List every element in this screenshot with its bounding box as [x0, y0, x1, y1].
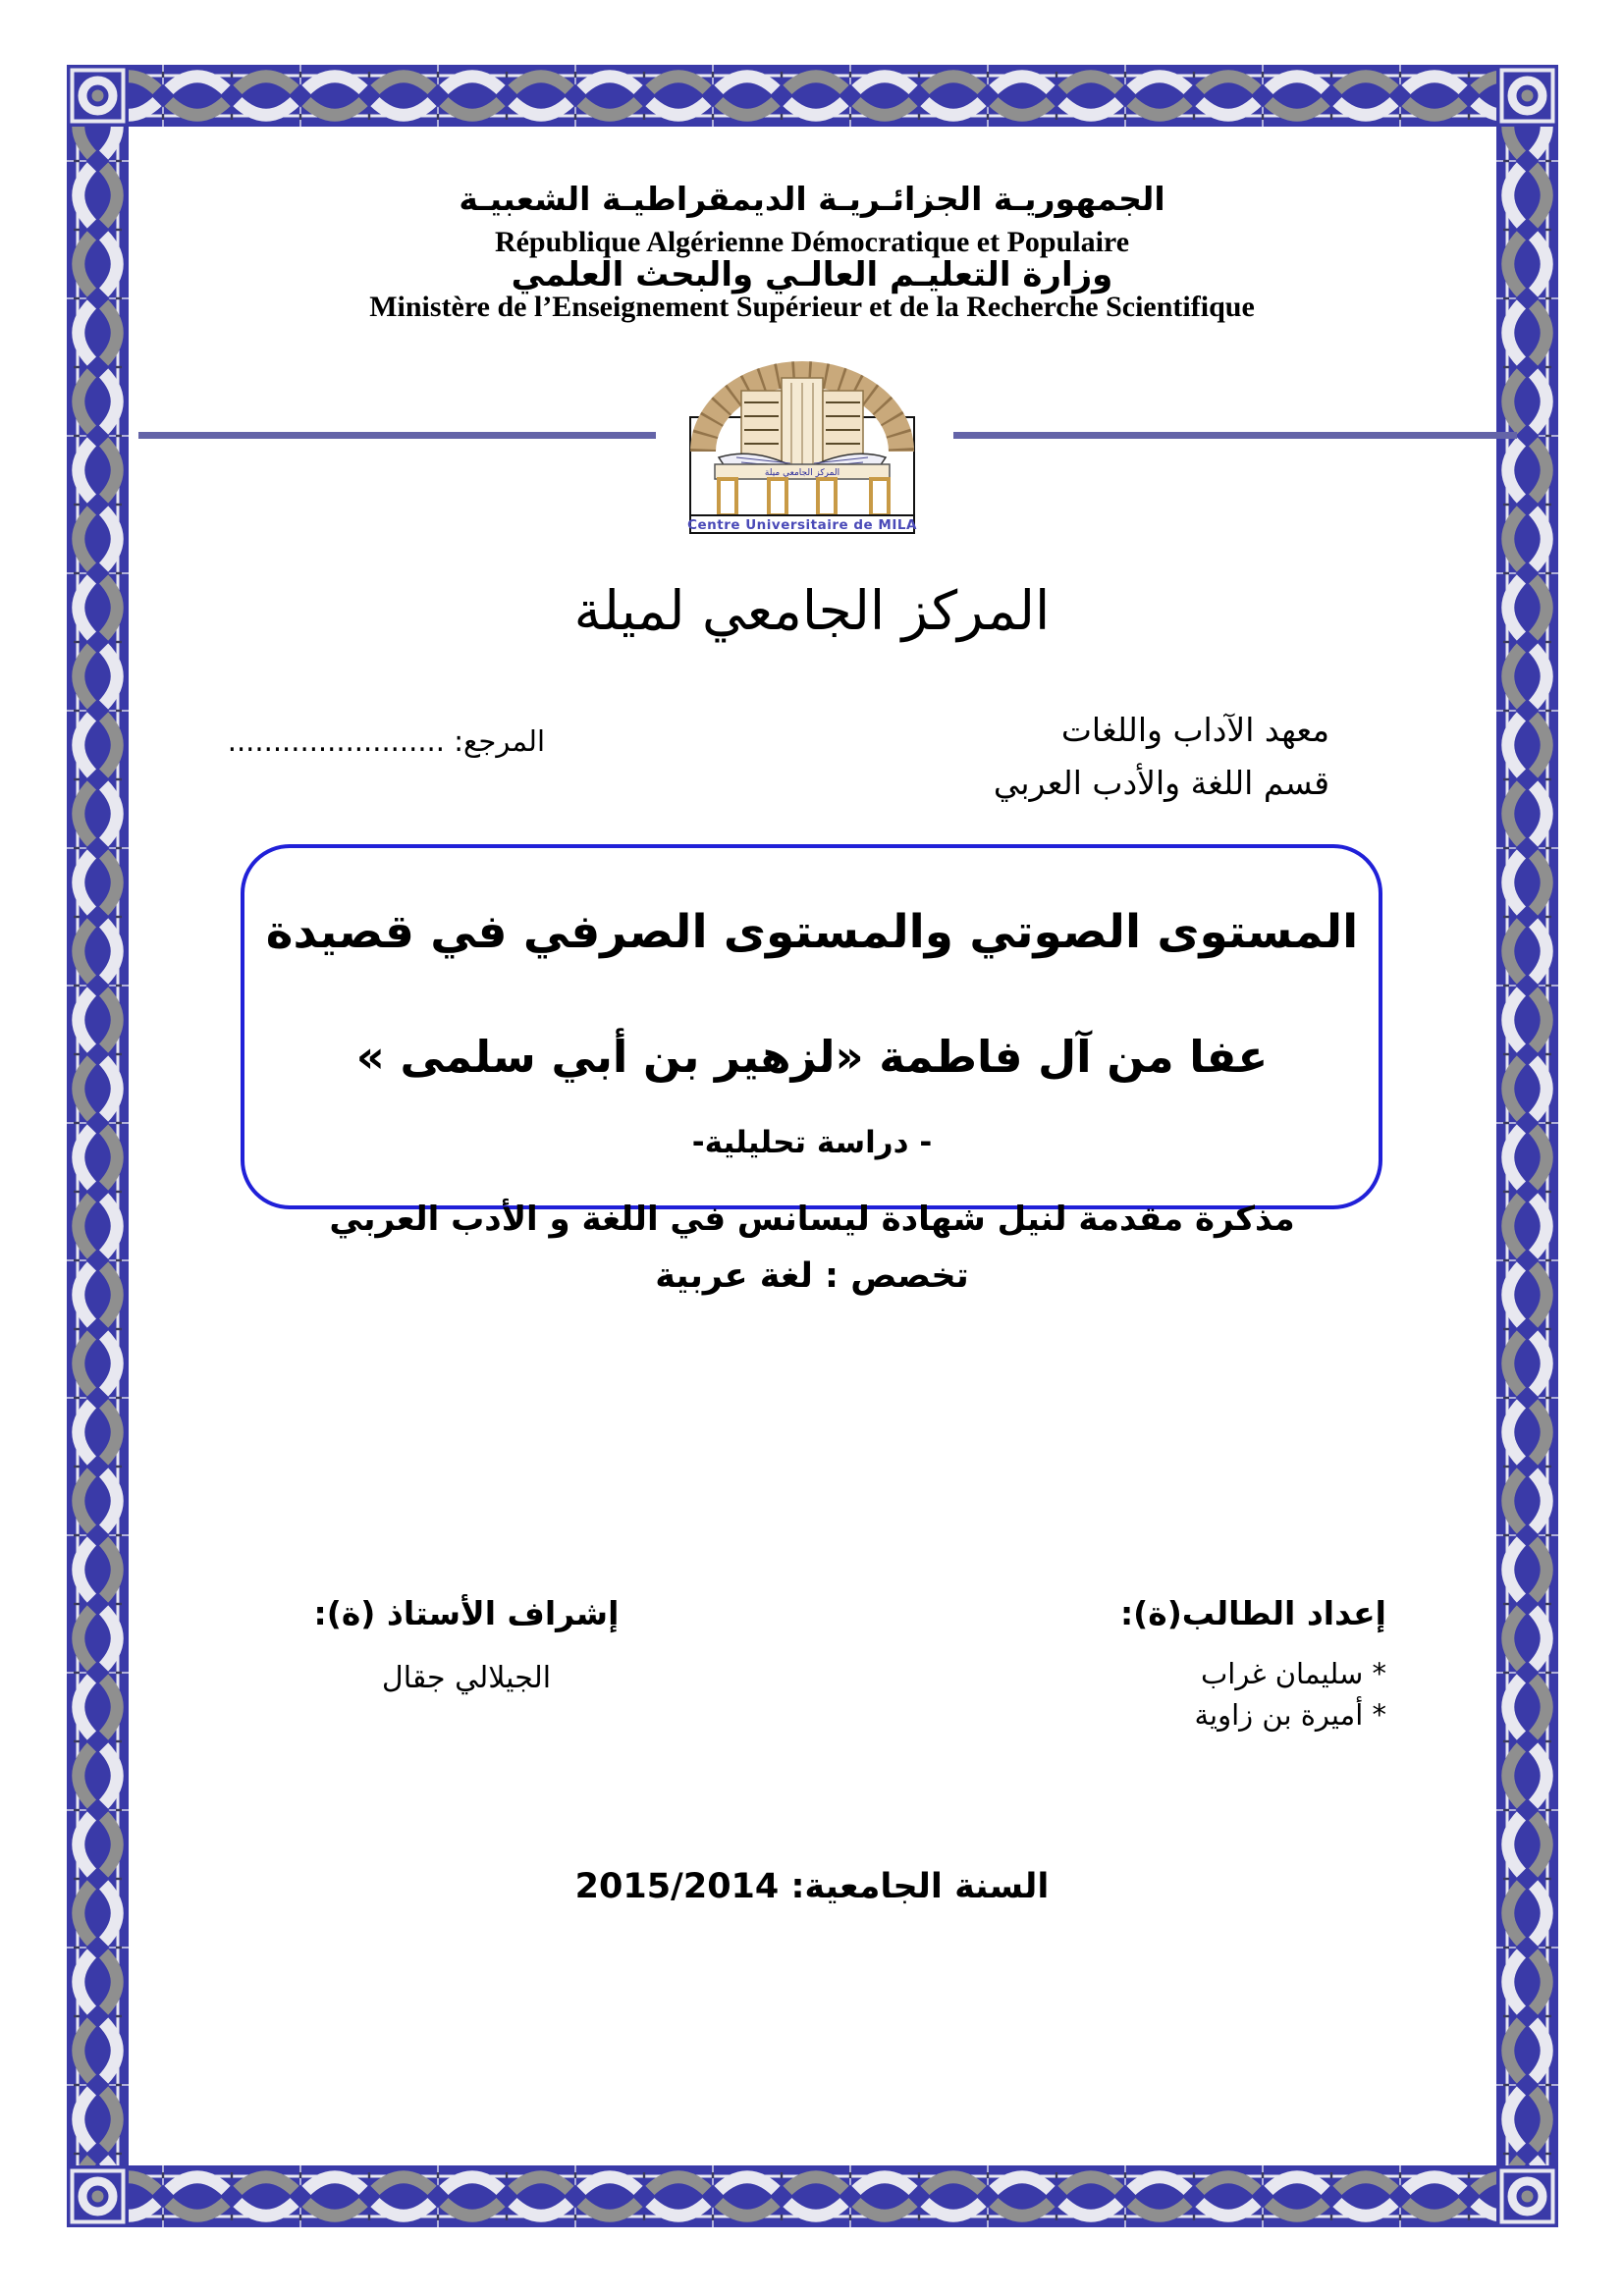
horizontal-rule-left — [138, 432, 656, 439]
academic-year-value: 2015/2014 — [574, 1867, 780, 1906]
border-top-band — [129, 65, 1496, 127]
academic-year-label: السنة الجامعية: — [790, 1867, 1050, 1906]
reference-label: المرجع: — [454, 724, 545, 758]
border-corner-bottom-left — [67, 2165, 129, 2227]
supervised-by-label: إشراف الأستاذ (ة): — [313, 1594, 620, 1632]
thesis-title-line1: المستوى الصوتي والمستوى الصرفي في قصيدة — [265, 905, 1359, 959]
department-line: قسم اللغة والأدب العربي — [993, 764, 1329, 802]
border-corner-top-right — [1496, 65, 1558, 127]
ministry-name-french: Ministère de l’Enseignement Supérieur et de la Recherche Scientifique — [369, 291, 1255, 323]
ministry-name-arabic: وزارة التعليـم العالـي والبحث العلمي — [511, 255, 1113, 294]
republic-name-french: République Algérienne Démocratique et Populaire — [494, 226, 1130, 258]
supervisor-name: الجيلالي جقال — [381, 1661, 552, 1695]
university-name: المركز الجامعي لميلة — [573, 579, 1051, 642]
logo-building-text: المركز الجامعي ميلة — [764, 468, 840, 478]
institute-line: معهد الآداب واللغات — [1060, 711, 1329, 749]
academic-year — [0, 1867, 1624, 1906]
reference-dotted-line: ........................ — [227, 724, 445, 758]
thesis-title-subtitle: - دراسة تحليلية- — [691, 1125, 933, 1160]
memoir-description-line: مذكرة مقدمة لنيل شهادة ليسانس في اللغة و الأدب العربي — [329, 1200, 1295, 1239]
border-corner-top-left — [67, 65, 129, 127]
prepared-by-label: إعداد الطالب(ة): — [1119, 1594, 1386, 1632]
memoir-specialty-line: تخصص : لغة عربية — [655, 1256, 969, 1296]
thesis-title-line2: عفا من آل فاطمة «لزهير بن أبي سلمى » — [355, 1031, 1269, 1083]
republic-name-arabic: الجمهوريـة الجزائـريـة الديمقراطيـة الشعبيـة — [459, 180, 1165, 218]
horizontal-rule-right — [953, 432, 1517, 439]
border-bottom-band — [129, 2165, 1496, 2227]
border-corner-bottom-right — [1496, 2165, 1558, 2227]
logo-caption: Centre Universitaire de MILA — [687, 517, 917, 533]
student-name-1: * سليمان غراب — [1200, 1657, 1386, 1690]
student-name-2: * أميرة بن زاوية — [1194, 1698, 1386, 1732]
university-logo — [687, 361, 917, 536]
reference-field — [221, 724, 545, 758]
